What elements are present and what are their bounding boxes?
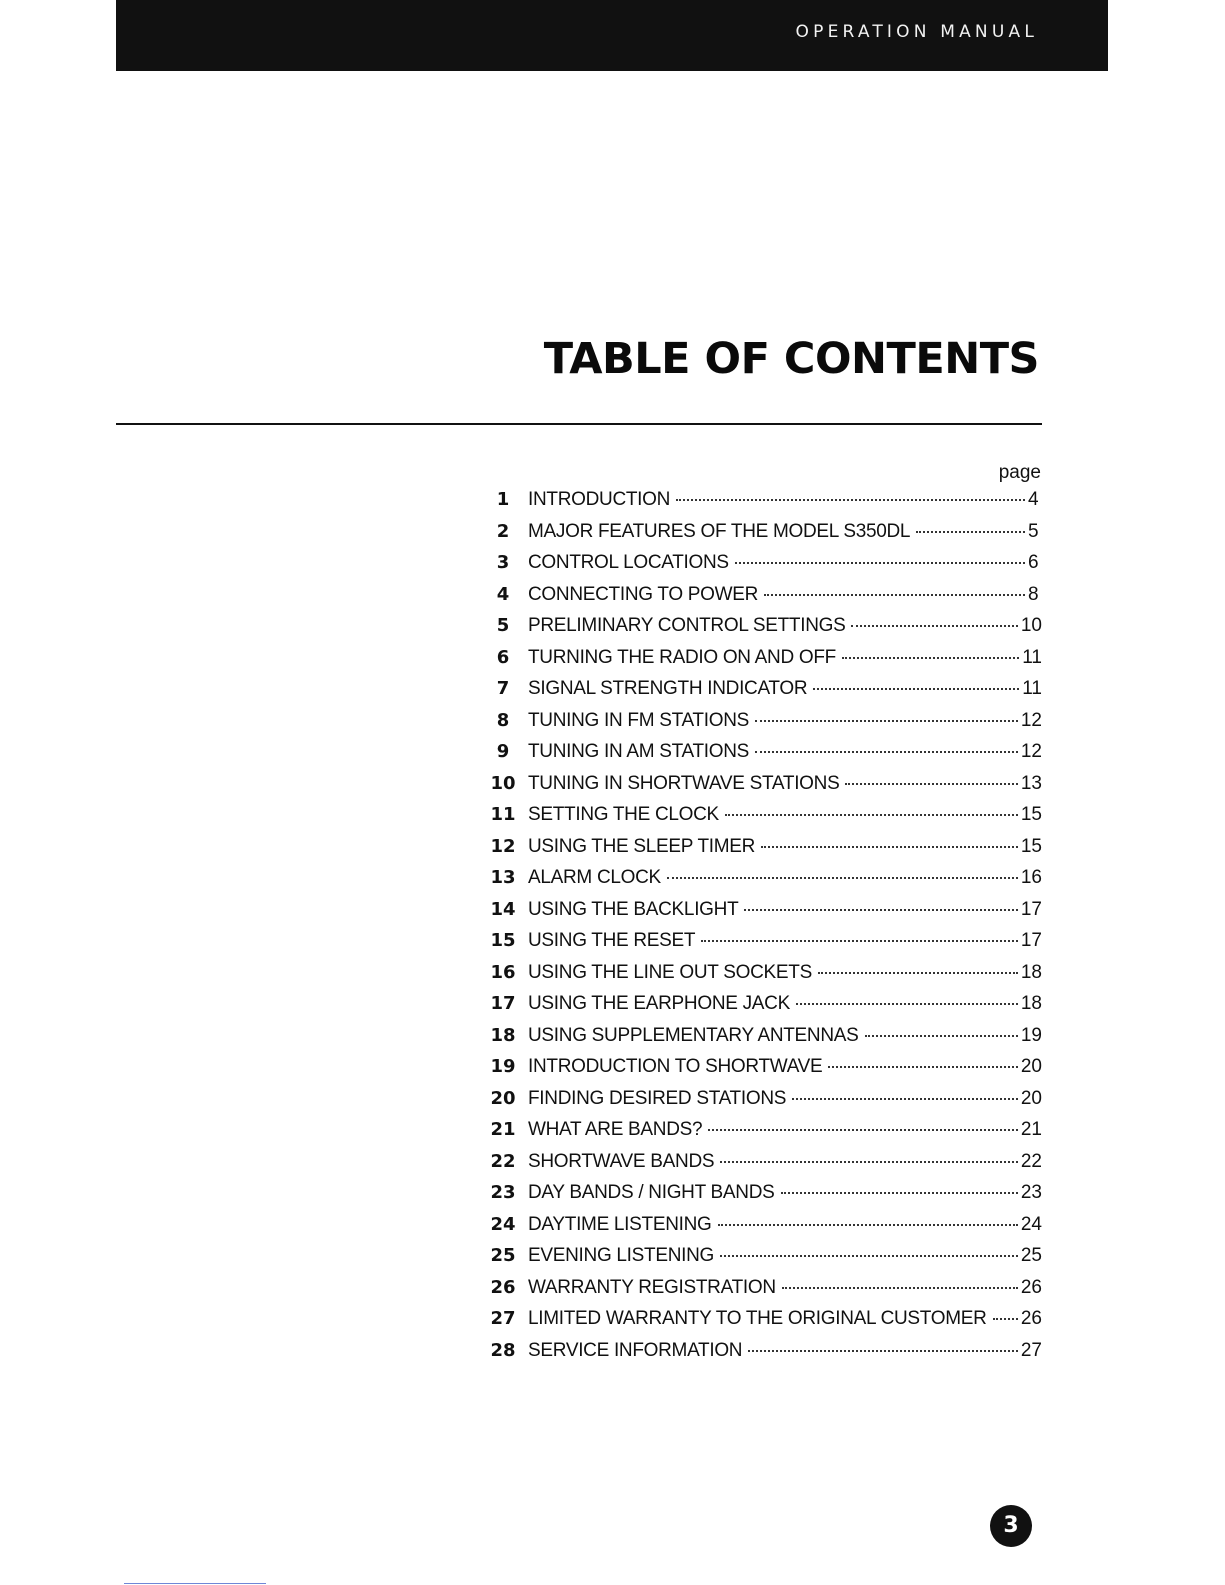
toc-dot-leader [865,1035,1018,1037]
toc-dot-leader [676,499,1025,501]
toc-entry-title: DAY BANDS / NIGHT BANDS [528,1182,775,1203]
toc-entry-number: 12 [490,835,516,857]
toc-entry-page: 15 [1020,804,1042,825]
toc-entry-number: 4 [496,583,510,605]
toc-entry [478,867,1042,899]
toc-entry-number: 16 [490,961,516,983]
toc-entry-page: 17 [1020,898,1042,920]
toc-entry [478,647,1042,679]
toc-entry [478,1308,1042,1340]
toc-entry-number: 15 [490,930,516,951]
toc-dot-leader [755,720,1018,722]
toc-entry [478,993,1042,1025]
toc-entry-page: 20 [1020,1056,1042,1077]
toc-entry-number: 11 [490,804,516,825]
toc-entry-title: CONNECTING TO POWER [528,583,759,605]
toc-entry-number: 8 [496,709,510,731]
toc-entry-title: INTRODUCTION TO SHORTWAVE [528,1056,823,1077]
toc-dot-leader [718,1224,1018,1226]
toc-entry-title: EVENING LISTENING [528,1245,714,1266]
toc-entry-title: TUNING IN FM STATIONS [528,709,749,731]
toc-entry-title: DAYTIME LISTENING [528,1213,712,1235]
toc-dot-leader [842,657,1019,659]
toc-entry-page: 11 [1022,646,1042,668]
toc-entry-page: 8 [1028,583,1039,605]
toc-entry [478,1056,1042,1088]
toc-dot-leader [735,562,1025,564]
toc-dot-leader [993,1318,1018,1320]
toc-entry-title: USING THE LINE OUT SOCKETS [528,961,812,983]
toc-entry-page: 25 [1020,1245,1042,1266]
toc-entry [478,899,1042,931]
toc-entry [478,1214,1042,1246]
toc-entry-title: ALARM CLOCK [528,867,661,888]
toc-entry-page: 22 [1020,1150,1042,1172]
toc-entry-title: TURNING THE RADIO ON AND OFF [528,646,836,668]
toc-entry-number: 1 [496,489,510,510]
toc-entry [478,1119,1042,1151]
toc-entry-number: 10 [490,772,516,794]
toc-entry-title: TUNING IN AM STATIONS [528,741,750,762]
toc-entry-page: 12 [1020,709,1042,731]
toc-dot-leader [720,1161,1018,1163]
toc-entry-page: 15 [1020,835,1042,857]
toc-dot-leader [720,1255,1018,1257]
toc-dot-leader [755,751,1018,753]
toc-entry-page: 17 [1020,930,1042,951]
toc-entry-title: USING THE RESET [528,930,696,951]
toc-entry-page: 18 [1020,993,1042,1014]
toc-entry-page: 5 [1028,520,1039,542]
toc-entry-title: LIMITED WARRANTY TO THE ORIGINAL CUSTOMER [528,1308,987,1329]
toc-entry [478,773,1042,805]
toc-entry-number: 3 [496,552,510,573]
toc-entry [478,1340,1042,1372]
toc-entry-number: 22 [490,1150,516,1172]
toc-entry [478,1088,1042,1120]
toc-entry [478,930,1042,962]
toc-entry-number: 28 [490,1339,516,1361]
toc-entry-page: 18 [1020,961,1042,983]
toc-entry-number: 6 [496,646,510,668]
toc-dot-leader [813,688,1019,690]
toc-entry-title: WARRANTY REGISTRATION [528,1276,776,1298]
page-number-badge: 3 [990,1505,1032,1547]
toc-entry [478,962,1042,994]
toc-list [478,489,1042,1371]
toc-entry-title: FINDING DESIRED STATIONS [528,1087,787,1109]
toc-entry-number: 19 [490,1056,516,1077]
toc-entry-page: 21 [1020,1119,1042,1140]
toc-dot-leader [701,940,1018,942]
toc-entry [478,836,1042,868]
toc-entry-number: 18 [490,1024,516,1046]
toc-entry [478,1151,1042,1183]
toc-dot-leader [708,1129,1018,1131]
toc-entry-number: 13 [490,867,516,888]
toc-dot-leader [792,1098,1018,1100]
toc-entry-page: 6 [1028,552,1039,573]
toc-entry-number: 23 [490,1182,516,1203]
toc-entry [478,804,1042,836]
toc-entry-page: 11 [1022,678,1042,699]
toc-entry-title: INTRODUCTION [528,489,671,510]
toc-entry [478,552,1042,584]
header-bar [116,0,1108,71]
toc-entry-page: 23 [1020,1182,1042,1203]
toc-entry-page: 26 [1020,1276,1042,1298]
toc-entry-number: 9 [496,741,510,762]
toc-entry-title: PRELIMINARY CONTROL SETTINGS [528,615,846,636]
toc-entry-title: USING THE SLEEP TIMER [528,835,756,857]
toc-entry-number: 2 [496,520,510,542]
toc-dot-leader [916,531,1025,533]
toc-entry [478,1025,1042,1057]
toc-dot-leader [782,1287,1018,1289]
toc-entry-number: 5 [496,615,510,636]
toc-entry-number: 7 [496,678,510,699]
toc-entry-number: 27 [490,1308,516,1329]
toc-dot-leader [725,814,1018,816]
toc-entry-page: 10 [1020,615,1042,636]
toc-dot-leader [744,909,1017,911]
toc-dot-leader [851,625,1017,627]
toc-entry-title: MAJOR FEATURES OF THE MODEL S350DL [528,520,911,542]
toc-entry-title: USING THE BACKLIGHT [528,898,739,920]
toc-entry-page: 20 [1020,1087,1042,1109]
toc-entry-number: 26 [490,1276,516,1298]
toc-dot-leader [818,972,1018,974]
toc-dot-leader [667,877,1018,879]
bottom-divider [124,1583,266,1584]
toc-entry-page: 27 [1020,1339,1042,1361]
toc-entry-number: 17 [490,993,516,1014]
toc-dot-leader [761,846,1018,848]
toc-entry-title: USING SUPPLEMENTARY ANTENNAS [528,1024,859,1046]
toc-entry-title: CONTROL LOCATIONS [528,552,729,573]
toc-title: TABLE OF CONTENTS [543,334,1039,384]
toc-entry [478,1182,1042,1214]
toc-dot-leader [764,594,1025,596]
toc-entry [478,741,1042,773]
toc-entry-number: 24 [490,1213,516,1235]
toc-entry-number: 21 [490,1119,516,1140]
toc-entry-title: SIGNAL STRENGTH INDICATOR [528,678,808,699]
toc-dot-leader [781,1192,1018,1194]
toc-entry [478,1245,1042,1277]
toc-dot-leader [828,1066,1017,1068]
toc-entry-number: 20 [490,1087,516,1109]
toc-entry-number: 14 [490,898,516,920]
toc-entry-page: 13 [1020,772,1042,794]
toc-entry [478,615,1042,647]
toc-entry-page: 24 [1020,1213,1042,1235]
toc-entry-title: USING THE EARPHONE JACK [528,993,790,1014]
toc-entry [478,1277,1042,1309]
toc-entry-title: SHORTWAVE BANDS [528,1150,715,1172]
title-divider [116,423,1042,425]
toc-entry [478,489,1042,521]
toc-dot-leader [845,783,1017,785]
toc-entry-title: TUNING IN SHORTWAVE STATIONS [528,772,840,794]
toc-entry-page: 16 [1020,867,1042,888]
toc-entry-page: 19 [1020,1024,1042,1046]
toc-entry-title: SETTING THE CLOCK [528,804,719,825]
toc-entry-title: WHAT ARE BANDS? [528,1119,703,1140]
toc-dot-leader [796,1003,1018,1005]
toc-entry-page: 12 [1020,741,1042,762]
toc-entry [478,710,1042,742]
toc-entry-page: 4 [1028,489,1039,510]
toc-dot-leader [748,1350,1018,1352]
toc-entry-page: 26 [1020,1308,1042,1329]
toc-entry [478,521,1042,553]
toc-entry-number: 25 [490,1245,516,1266]
toc-entry-title: SERVICE INFORMATION [528,1339,743,1361]
toc-entry [478,678,1042,710]
toc-entry [478,584,1042,616]
header-title: OPERATION MANUAL [795,22,1038,42]
page-column-label: page [998,462,1041,483]
